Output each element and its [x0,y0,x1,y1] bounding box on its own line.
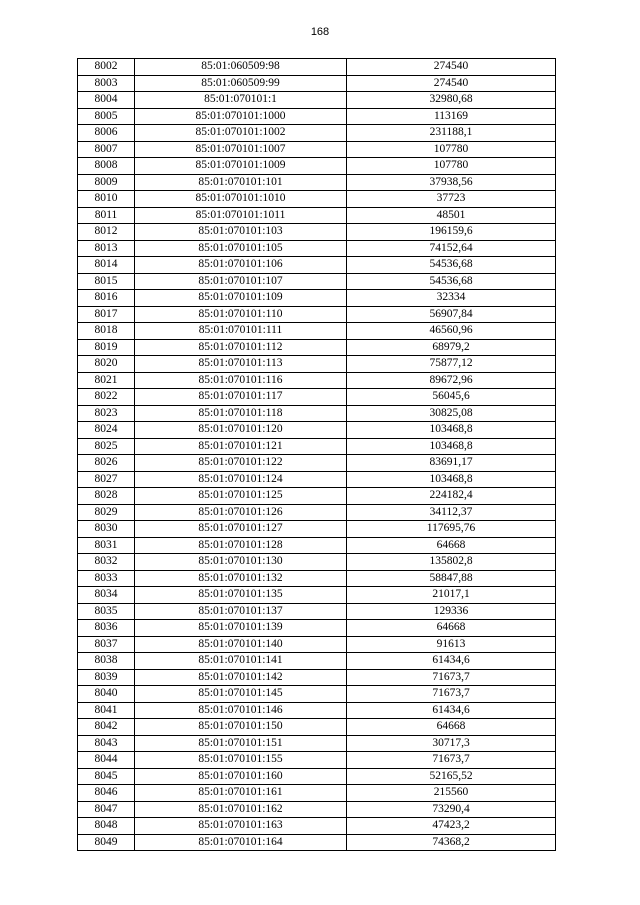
cadastral-value-cell: 113169 [347,108,556,125]
cadastral-value-cell: 21017,1 [347,587,556,604]
cadastral-number-cell: 85:01:070101:106 [135,257,347,274]
cadastral-number-cell: 85:01:070101:164 [135,834,347,851]
cadastral-value-cell: 71673,7 [347,686,556,703]
row-number-cell: 8005 [78,108,135,125]
cadastral-number-cell: 85:01:070101:150 [135,719,347,736]
row-number-cell: 8015 [78,273,135,290]
table-row [78,603,556,620]
cadastral-number-cell: 85:01:070101:135 [135,587,347,604]
row-number-cell: 8044 [78,752,135,769]
cadastral-value-cell: 107780 [347,158,556,175]
cadastral-value-cell: 117695,76 [347,521,556,538]
cadastral-number-cell: 85:01:070101:1007 [135,141,347,158]
table-row [78,92,556,109]
cadastral-value-cell: 56045,6 [347,389,556,406]
cadastral-number-cell: 85:01:070101:124 [135,471,347,488]
cadastral-number-cell: 85:01:070101:142 [135,669,347,686]
table-row [78,702,556,719]
cadastral-value-cell: 274540 [347,75,556,92]
cadastral-value-cell: 224182,4 [347,488,556,505]
cadastral-number-cell: 85:01:070101:1009 [135,158,347,175]
cadastral-value-cell: 48501 [347,207,556,224]
cadastral-value-cell: 54536,68 [347,273,556,290]
cadastral-number-cell: 85:01:070101:112 [135,339,347,356]
row-number-cell: 8035 [78,603,135,620]
table-row [78,636,556,653]
cadastral-number-cell: 85:01:070101:116 [135,372,347,389]
cadastral-number-cell: 85:01:070101:140 [135,636,347,653]
cadastral-number-cell: 85:01:070101:109 [135,290,347,307]
cadastral-value-cell: 274540 [347,59,556,76]
cadastral-value-cell: 107780 [347,141,556,158]
cadastral-value-cell: 83691,17 [347,455,556,472]
cadastral-value-cell: 37938,56 [347,174,556,191]
cadastral-number-cell: 85:01:070101:130 [135,554,347,571]
table-row [78,818,556,835]
row-number-cell: 8023 [78,405,135,422]
table-row [78,141,556,158]
cadastral-number-cell: 85:01:070101:155 [135,752,347,769]
table-row [78,785,556,802]
cadastral-number-cell: 85:01:070101:1011 [135,207,347,224]
row-number-cell: 8011 [78,207,135,224]
table-row [78,455,556,472]
table-row [78,438,556,455]
table-row [78,620,556,637]
table-row [78,240,556,257]
cadastral-value-cell: 64668 [347,719,556,736]
cadastral-number-cell: 85:01:070101:161 [135,785,347,802]
cadastral-number-cell: 85:01:070101:141 [135,653,347,670]
cadastral-number-cell: 85:01:070101:160 [135,768,347,785]
cadastral-value-cell: 74368,2 [347,834,556,851]
cadastral-number-cell: 85:01:060509:98 [135,59,347,76]
cadastral-number-cell: 85:01:070101:145 [135,686,347,703]
table-row [78,174,556,191]
row-number-cell: 8025 [78,438,135,455]
row-number-cell: 8039 [78,669,135,686]
cadastral-number-cell: 85:01:070101:128 [135,537,347,554]
cadastral-number-cell: 85:01:070101:1 [135,92,347,109]
table-row [78,372,556,389]
cadastral-number-cell: 85:01:070101:163 [135,818,347,835]
row-number-cell: 8024 [78,422,135,439]
cadastral-value-cell: 30825,08 [347,405,556,422]
cadastral-number-cell: 85:01:070101:127 [135,521,347,538]
cadastral-number-cell: 85:01:070101:122 [135,455,347,472]
cadastral-value-cell: 196159,6 [347,224,556,241]
row-number-cell: 8003 [78,75,135,92]
row-number-cell: 8040 [78,686,135,703]
table-row [78,719,556,736]
cadastral-value-cell: 61434,6 [347,702,556,719]
row-number-cell: 8016 [78,290,135,307]
cadastral-value-cell: 103468,8 [347,438,556,455]
row-number-cell: 8033 [78,570,135,587]
table-row [78,521,556,538]
cadastral-number-cell: 85:01:070101:117 [135,389,347,406]
row-number-cell: 8034 [78,587,135,604]
cadastral-value-cell: 71673,7 [347,669,556,686]
table-row [78,290,556,307]
cadastral-value-cell: 54536,68 [347,257,556,274]
row-number-cell: 8048 [78,818,135,835]
cadastral-number-cell: 85:01:070101:118 [135,405,347,422]
table-row [78,207,556,224]
cadastral-value-cell: 30717,3 [347,735,556,752]
row-number-cell: 8012 [78,224,135,241]
table-row [78,339,556,356]
table-row [78,356,556,373]
table-row [78,801,556,818]
cadastral-value-cell: 129336 [347,603,556,620]
row-number-cell: 8049 [78,834,135,851]
row-number-cell: 8019 [78,339,135,356]
cadastral-value-cell: 103468,8 [347,422,556,439]
cadastral-number-cell: 85:01:070101:137 [135,603,347,620]
row-number-cell: 8036 [78,620,135,637]
row-number-cell: 8007 [78,141,135,158]
table-row [78,653,556,670]
cadastral-number-cell: 85:01:070101:139 [135,620,347,637]
cadastral-number-cell: 85:01:070101:1010 [135,191,347,208]
cadastral-number-cell: 85:01:070101:111 [135,323,347,340]
cadastral-value-cell: 34112,37 [347,504,556,521]
cadastral-number-cell: 85:01:070101:126 [135,504,347,521]
page-number: 168 [310,26,330,38]
row-number-cell: 8031 [78,537,135,554]
cadastral-number-cell: 85:01:070101:132 [135,570,347,587]
cadastral-value-cell: 32980,68 [347,92,556,109]
cadastral-number-cell: 85:01:070101:105 [135,240,347,257]
table-row [78,488,556,505]
cadastral-number-cell: 85:01:070101:107 [135,273,347,290]
table-row [78,257,556,274]
row-number-cell: 8006 [78,125,135,142]
cadastral-number-cell: 85:01:070101:151 [135,735,347,752]
row-number-cell: 8045 [78,768,135,785]
table-row [78,752,556,769]
table-row [78,59,556,76]
cadastral-value-cell: 58847,88 [347,570,556,587]
row-number-cell: 8018 [78,323,135,340]
row-number-cell: 8037 [78,636,135,653]
row-number-cell: 8046 [78,785,135,802]
table-row [78,306,556,323]
table-row [78,158,556,175]
row-number-cell: 8002 [78,59,135,76]
row-number-cell: 8014 [78,257,135,274]
cadastral-number-cell: 85:01:070101:1000 [135,108,347,125]
table-row [78,504,556,521]
row-number-cell: 8038 [78,653,135,670]
cadastral-value-cell: 73290,4 [347,801,556,818]
table-row [78,323,556,340]
row-number-cell: 8010 [78,191,135,208]
table-row [78,75,556,92]
row-number-cell: 8017 [78,306,135,323]
table-body [78,59,556,851]
cadastral-value-cell: 215560 [347,785,556,802]
row-number-cell: 8021 [78,372,135,389]
row-number-cell: 8008 [78,158,135,175]
table-row [78,554,556,571]
cadastral-number-cell: 85:01:070101:113 [135,356,347,373]
cadastral-value-cell: 231188,1 [347,125,556,142]
cadastral-value-cell: 89672,96 [347,372,556,389]
cadastral-value-cell: 52165,52 [347,768,556,785]
table-row [78,273,556,290]
cadastral-value-table [77,58,556,851]
table-row [78,471,556,488]
cadastral-number-cell: 85:01:070101:162 [135,801,347,818]
cadastral-value-cell: 74152,64 [347,240,556,257]
cadastral-value-cell: 75877,12 [347,356,556,373]
cadastral-value-cell: 91613 [347,636,556,653]
cadastral-number-cell: 85:01:070101:110 [135,306,347,323]
cadastral-value-cell: 103468,8 [347,471,556,488]
table-row [78,570,556,587]
table-row [78,125,556,142]
cadastral-number-cell: 85:01:070101:103 [135,224,347,241]
cadastral-value-cell: 135802,8 [347,554,556,571]
table-row [78,735,556,752]
table-row [78,537,556,554]
row-number-cell: 8032 [78,554,135,571]
cadastral-number-cell: 85:01:070101:101 [135,174,347,191]
row-number-cell: 8027 [78,471,135,488]
row-number-cell: 8009 [78,174,135,191]
cadastral-value-cell: 64668 [347,537,556,554]
row-number-cell: 8020 [78,356,135,373]
cadastral-value-cell: 32334 [347,290,556,307]
row-number-cell: 8026 [78,455,135,472]
cadastral-number-cell: 85:01:070101:1002 [135,125,347,142]
row-number-cell: 8043 [78,735,135,752]
row-number-cell: 8047 [78,801,135,818]
cadastral-value-cell: 71673,7 [347,752,556,769]
table-row [78,405,556,422]
table-row [78,834,556,851]
cadastral-number-cell: 85:01:060509:99 [135,75,347,92]
table-row [78,108,556,125]
cadastral-value-cell: 61434,6 [347,653,556,670]
table-row [78,191,556,208]
cadastral-number-cell: 85:01:070101:121 [135,438,347,455]
cadastral-value-cell: 46560,96 [347,323,556,340]
table-row [78,389,556,406]
row-number-cell: 8030 [78,521,135,538]
table-row [78,587,556,604]
table-row [78,686,556,703]
table-row [78,768,556,785]
row-number-cell: 8042 [78,719,135,736]
cadastral-number-cell: 85:01:070101:146 [135,702,347,719]
cadastral-number-cell: 85:01:070101:125 [135,488,347,505]
row-number-cell: 8028 [78,488,135,505]
row-number-cell: 8004 [78,92,135,109]
cadastral-value-cell: 68979,2 [347,339,556,356]
row-number-cell: 8041 [78,702,135,719]
cadastral-value-cell: 56907,84 [347,306,556,323]
row-number-cell: 8022 [78,389,135,406]
cadastral-number-cell: 85:01:070101:120 [135,422,347,439]
row-number-cell: 8013 [78,240,135,257]
cadastral-value-cell: 64668 [347,620,556,637]
table-row [78,422,556,439]
table-row [78,669,556,686]
row-number-cell: 8029 [78,504,135,521]
table-row [78,224,556,241]
cadastral-value-cell: 47423,2 [347,818,556,835]
cadastral-value-cell: 37723 [347,191,556,208]
